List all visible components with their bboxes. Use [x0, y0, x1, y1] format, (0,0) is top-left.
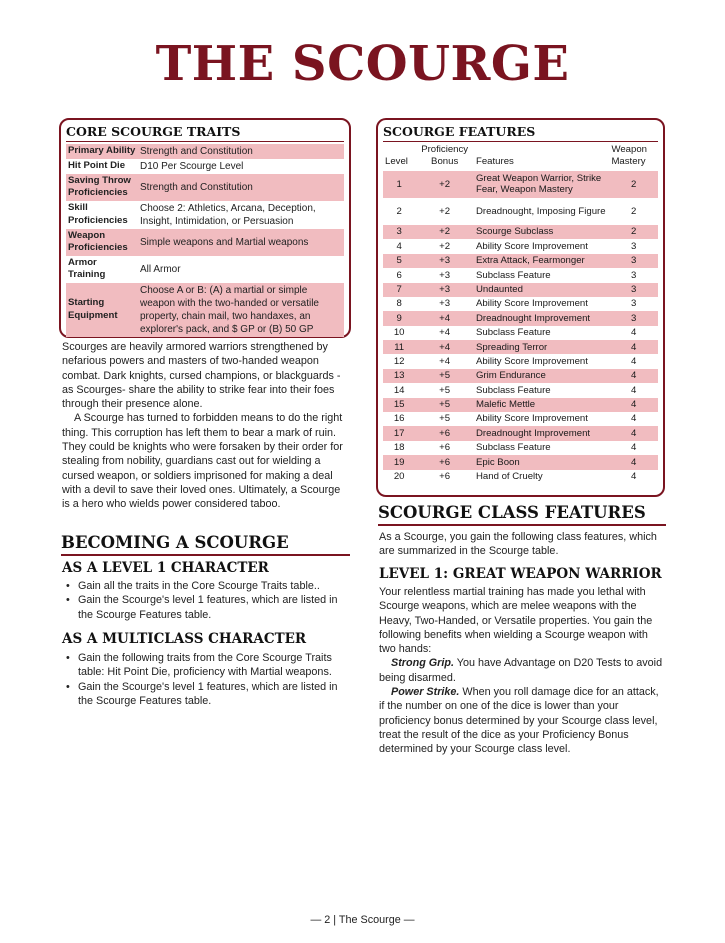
feature-name: Dreadnought, Imposing Figure: [475, 205, 606, 217]
feature-row: [383, 311, 658, 325]
feature-proficiency: +3: [415, 254, 474, 268]
trait-label: Skill Proficiencies: [68, 202, 128, 226]
feature-level: 8: [396, 298, 402, 310]
feature-name: Spreading Terror: [474, 340, 609, 354]
feature-name: Scourge Subclass: [474, 225, 609, 239]
list-item: • Gain all the traits in the Core Scourge Traits table..: [62, 579, 350, 593]
feature-row: [383, 455, 658, 469]
feature-row: [383, 369, 658, 383]
feature-name: Epic Boon: [474, 455, 609, 469]
feature-mastery: 4: [631, 327, 637, 339]
power-strike-text: When you roll damage dice for an attack, if the number on one of the dice is lower than your proficiency bonus determined by your Scourge class level, treat the result of the dice as your Proficiency Bonus determined by your Scourge class level.: [379, 686, 659, 756]
power-strike-label: Power Strike.: [391, 686, 460, 699]
feature-level: 3: [383, 225, 415, 239]
feature-mastery: 4: [609, 455, 658, 469]
feature-name: Great Weapon Warrior, Strike Fear, Weapon Mastery: [474, 171, 609, 198]
feature-name: Hand of Cruelty: [475, 471, 543, 483]
great-weapon-warrior-text: Your relentless martial training has made you lethal with Scourge weapons, which are melee weapons with the Heavy, Two-Handed, or Versatile properties. You gain the following benefits when wielding a Scourge weapon with two hands:: [379, 586, 653, 656]
feature-mastery: 4: [609, 426, 658, 440]
feature-proficiency: +4: [439, 327, 451, 339]
feature-name: Subclass Feature: [475, 269, 551, 281]
feature-mastery: 4: [609, 340, 658, 354]
strong-grip-text: You have Advantage on D20 Tests to avoid being disarmed.: [379, 657, 663, 684]
features-heading: SCOURGE FEATURES: [383, 123, 658, 142]
strong-grip-paragraph: [379, 656, 665, 685]
level1-feature-text: [379, 585, 665, 757]
page-title: THE SCOURGE: [155, 36, 570, 92]
feature-proficiency: +5: [439, 384, 451, 396]
feature-name: Subclass Feature: [475, 442, 551, 454]
feature-name: Undaunted: [474, 283, 609, 297]
feature-row: [383, 383, 658, 397]
trait-label: Saving Throw Proficiencies: [66, 174, 138, 201]
feature-row: [383, 441, 658, 455]
core-traits-table: [66, 144, 344, 337]
feature-mastery: 2: [609, 171, 658, 198]
feature-level: 10: [393, 327, 405, 339]
feature-row: [383, 297, 658, 311]
feature-mastery: 4: [609, 369, 658, 383]
feature-level: 15: [383, 398, 415, 412]
feature-name: Dreadnought Improvement: [474, 311, 609, 325]
trait-label: Armor Training: [68, 256, 106, 281]
trait-row: [66, 201, 344, 229]
feature-row: [383, 340, 658, 354]
feature-mastery: 4: [631, 384, 637, 396]
feature-mastery: 3: [631, 269, 637, 281]
feature-name: Ability Score Improvement: [475, 298, 588, 310]
trait-row: [66, 283, 344, 337]
feature-level: 16: [393, 413, 405, 425]
intro-paragraph-1: Scourges are heavily armored warriors strengthened by nefarious powers and masters of two-handed weapon combat. Dark knights, cursed champions, or blackguards - as Scourges- share the ability to strike fear into their foes through their presence alone.: [62, 341, 341, 411]
feature-mastery: 2: [609, 225, 658, 239]
feature-proficiency: +3: [439, 298, 451, 310]
feature-mastery: 3: [631, 298, 637, 310]
trait-value: Simple weapons and Martial weapons: [138, 229, 344, 256]
trait-row: [66, 174, 344, 201]
feature-mastery: 3: [609, 254, 658, 268]
feature-proficiency: +2: [439, 240, 451, 252]
intro-paragraph-2: A Scourge has turned to forbidden means to do the right thing. This corruption has left them to bear a mark of ruin. They could be knights who were forsaken by their order for stealing from nobility, guardians cast out for wielding a cursed weapon, or soldiers imprisoned for making a deal with a devil to save their loved ones. Ultimately, a Scourge is a hero who wields power considered taboo.: [62, 412, 343, 511]
feature-level: 1: [383, 171, 415, 198]
class-features-intro: As a Scourge, you gain the following class features, which are summarized in the Scourge table.: [379, 531, 657, 558]
list-item: • Gain the Scourge's level 1 features, which are listed in the Scourge Features table.: [62, 680, 350, 709]
feature-mastery: 4: [631, 355, 637, 367]
class-features-heading: SCOURGE CLASS FEATURES: [378, 503, 666, 526]
feature-name: Grim Endurance: [474, 369, 609, 383]
feature-proficiency: +5: [415, 369, 474, 383]
feature-level: 6: [396, 269, 402, 281]
feature-proficiency: +4: [439, 355, 451, 367]
feature-name: Subclass Feature: [475, 384, 551, 396]
features-box: [376, 118, 665, 497]
feature-mastery: 3: [609, 283, 658, 297]
feature-mastery: 4: [631, 413, 637, 425]
feature-level: 14: [393, 384, 405, 396]
feature-level: 17: [383, 426, 415, 440]
multiclass-list: [62, 651, 350, 708]
power-strike-paragraph: [379, 685, 665, 756]
multiclass-heading: AS A MULTICLASS CHARACTER: [62, 631, 307, 647]
page-footer: — 2 | The Scourge —: [310, 914, 415, 926]
feature-proficiency: +5: [415, 398, 474, 412]
trait-label: Primary Ability: [66, 144, 138, 159]
trait-row: [66, 256, 344, 283]
feature-proficiency: +2: [415, 171, 474, 198]
feature-row: [383, 239, 658, 253]
trait-label: Weapon Proficiencies: [66, 229, 138, 256]
feature-level: 13: [383, 369, 415, 383]
trait-label: Hit Point Die: [68, 160, 126, 172]
trait-value: Strength and Constitution: [138, 174, 344, 201]
feature-name: Ability Score Improvement: [475, 355, 588, 367]
level1-character-heading: AS A LEVEL 1 CHARACTER: [62, 560, 269, 576]
feature-mastery: 3: [631, 240, 637, 252]
feature-name: Extra Attack, Fearmonger: [474, 254, 609, 268]
feature-proficiency: +3: [415, 283, 474, 297]
col-level: Level: [385, 156, 408, 168]
feature-proficiency: +3: [439, 269, 451, 281]
feature-proficiency: +5: [439, 413, 451, 425]
feature-row: [383, 171, 658, 198]
feature-mastery: 4: [631, 471, 637, 483]
list-item: • Gain the following traits from the Core Scourge Traits table: Hit Point Die, proficiency with Martial weapons.: [62, 651, 350, 680]
feature-proficiency: +2: [439, 205, 451, 217]
feature-level: 19: [383, 455, 415, 469]
feature-level: 5: [383, 254, 415, 268]
feature-row: [383, 398, 658, 412]
feature-proficiency: +4: [415, 311, 474, 325]
features-table: [383, 144, 658, 484]
feature-row: [383, 283, 658, 297]
strong-grip-label: Strong Grip.: [391, 657, 454, 670]
core-traits-heading: CORE SCOURGE TRAITS: [66, 123, 344, 142]
trait-value: D10 Per Scourge Level: [140, 161, 244, 172]
trait-row: [66, 144, 344, 159]
feature-level: 9: [383, 311, 415, 325]
level1-list: [62, 579, 350, 622]
feature-level: 7: [383, 283, 415, 297]
feature-level: 4: [396, 240, 402, 252]
trait-row: [66, 229, 344, 256]
trait-value: Choose A or B: (A) a martial or simple weapon with the two-handed or versatile property, chain mail, two handaxes, an explorer's pack, and $ GP or (B) 50 GP: [138, 283, 344, 337]
col-mastery: Weapon Mastery: [611, 144, 647, 168]
feature-mastery: 2: [631, 205, 637, 217]
feature-mastery: 4: [631, 442, 637, 454]
feature-row: [383, 326, 658, 340]
feature-row: [383, 470, 658, 484]
feature-row: [383, 354, 658, 368]
feature-name: Subclass Feature: [475, 327, 551, 339]
level1-feature-heading: LEVEL 1: GREAT WEAPON WARRIOR: [379, 566, 662, 582]
feature-level: 18: [393, 442, 405, 454]
list-item: • Gain the Scourge's level 1 features, which are listed in the Scourge Features table.: [62, 593, 350, 622]
feature-row: [383, 198, 658, 225]
feature-level: 2: [396, 205, 402, 217]
feature-name: Ability Score Improvement: [475, 413, 588, 425]
feature-name: Malefic Mettle: [474, 398, 609, 412]
intro-text: [62, 340, 348, 512]
feature-level: 11: [383, 340, 415, 354]
feature-proficiency: +6: [415, 426, 474, 440]
feature-proficiency: +2: [415, 225, 474, 239]
feature-name: Ability Score Improvement: [475, 240, 588, 252]
feature-mastery: 4: [609, 398, 658, 412]
feature-mastery: 3: [609, 311, 658, 325]
feature-row: [383, 254, 658, 268]
trait-row: [66, 159, 344, 174]
trait-label: Starting Equipment: [66, 283, 138, 337]
feature-row: [383, 268, 658, 282]
trait-value: Strength and Constitution: [138, 144, 344, 159]
feature-proficiency: +4: [415, 340, 474, 354]
core-traits-box: [59, 118, 351, 338]
feature-proficiency: +6: [439, 471, 451, 483]
feature-row: [383, 225, 658, 239]
feature-row: [383, 426, 658, 440]
feature-row: [383, 412, 658, 426]
trait-value: All Armor: [140, 263, 181, 275]
feature-proficiency: +6: [439, 442, 451, 454]
becoming-heading: BECOMING A SCOURGE: [61, 533, 350, 556]
feature-proficiency: +6: [415, 455, 474, 469]
trait-value: Choose 2: Athletics, Arcana, Deception, Insight, Intimidation, or Persuasion: [140, 202, 316, 227]
feature-level: 20: [393, 471, 405, 483]
feature-level: 12: [393, 355, 405, 367]
feature-name: Dreadnought Improvement: [474, 426, 609, 440]
col-features: Features: [475, 156, 514, 168]
col-proficiency: Proficiency Bonus: [421, 144, 469, 168]
